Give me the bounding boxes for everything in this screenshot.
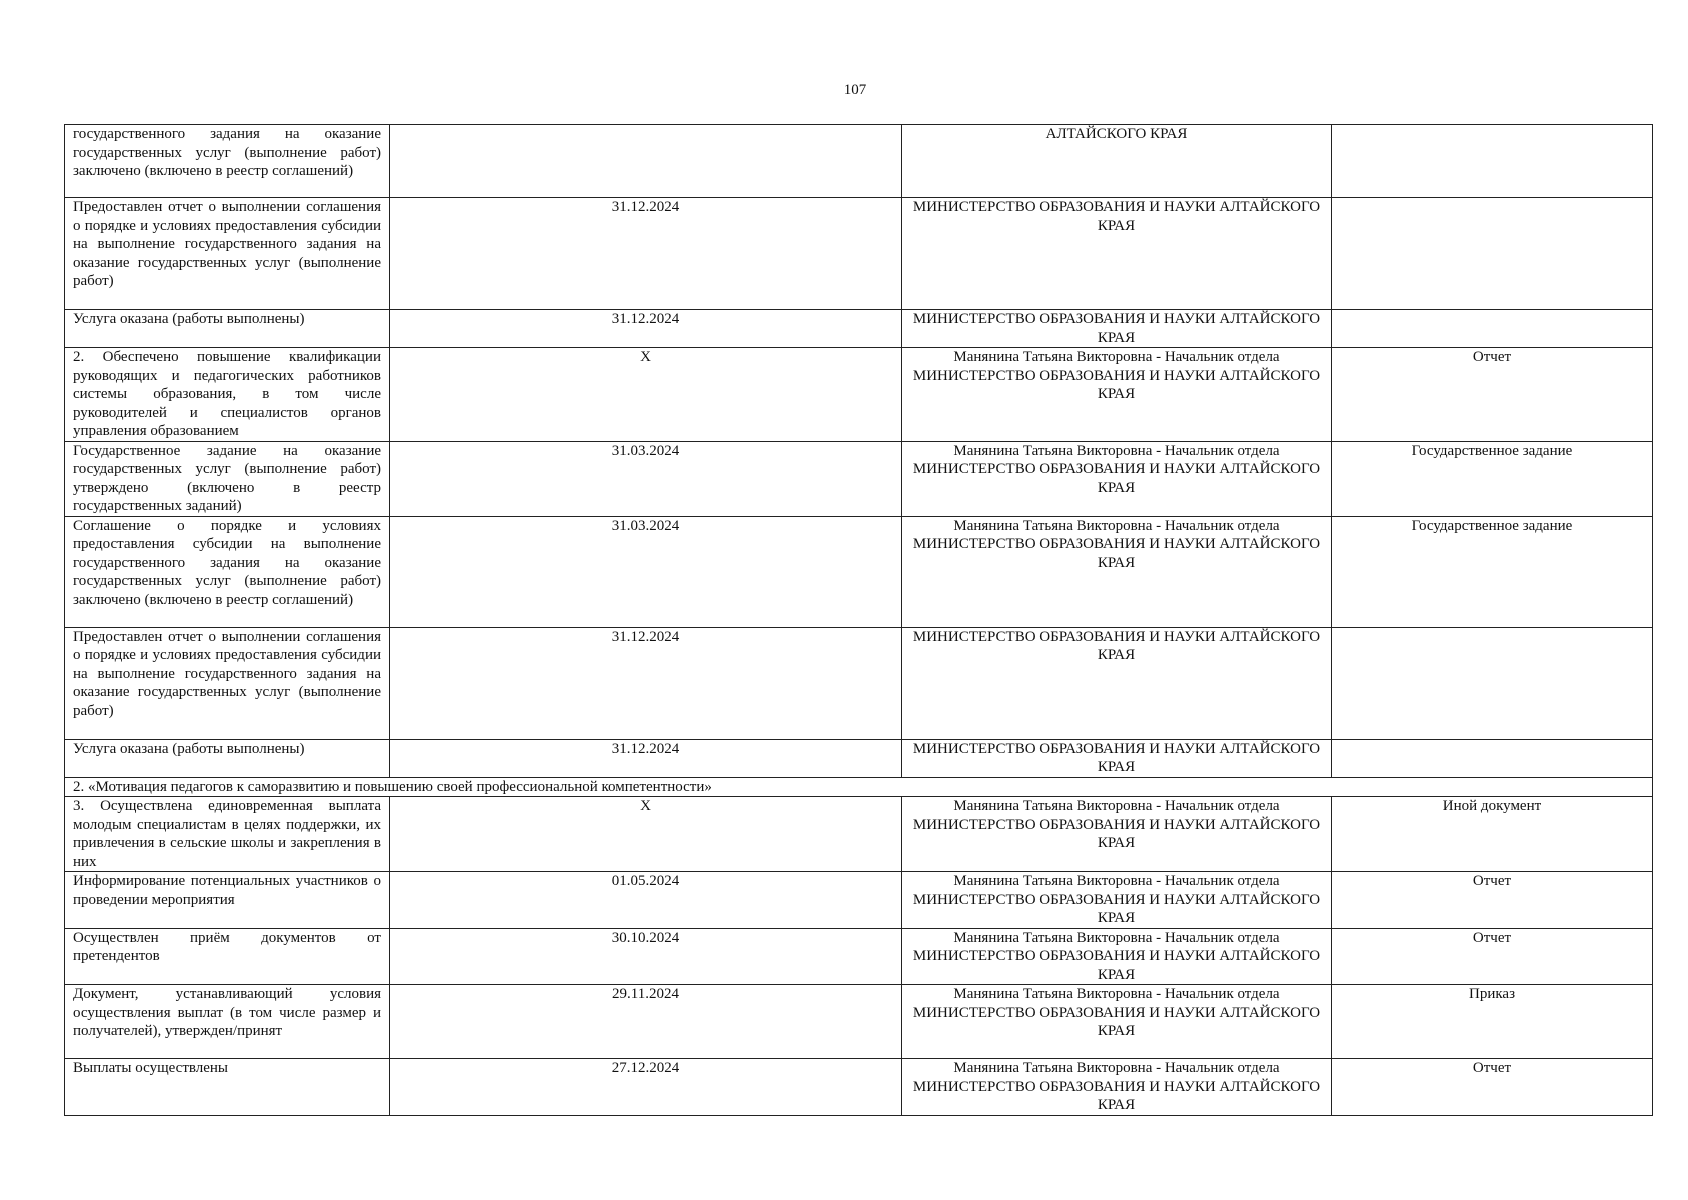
table-row bbox=[65, 441, 1653, 516]
responsible-organization: МИНИСТЕРСТВО ОБРАЗОВАНИЯ И НАУКИ АЛТАЙСКОГО КРАЯ bbox=[912, 1078, 1321, 1113]
table-row bbox=[65, 985, 1653, 1059]
table-row bbox=[65, 125, 1653, 198]
responsible-cell bbox=[902, 627, 1332, 739]
event-name-cell: Документ, устанавливающий условия осуществления выплат (в том числе размер и получателей), утвержден/принят bbox=[65, 985, 390, 1059]
deadline-cell: 31.03.2024 bbox=[390, 441, 902, 516]
responsible-cell bbox=[902, 516, 1332, 627]
event-name-cell: Осуществлен приём документов от претендентов bbox=[65, 928, 390, 985]
deadline-cell: X bbox=[390, 797, 902, 872]
table-row bbox=[65, 198, 1653, 310]
document-type-cell: Отчет bbox=[1332, 872, 1653, 929]
responsible-person: Манянина Татьяна Викторовна - Начальник отдела bbox=[953, 798, 1280, 814]
document-type-cell bbox=[1332, 310, 1653, 348]
table-row bbox=[65, 928, 1653, 985]
table-row bbox=[65, 1059, 1653, 1116]
responsible-organization: МИНИСТЕРСТВО ОБРАЗОВАНИЯ И НАУКИ АЛТАЙСКОГО КРАЯ bbox=[912, 367, 1321, 402]
responsible-cell bbox=[902, 872, 1332, 929]
event-name-cell: Услуга оказана (работы выполнены) bbox=[65, 739, 390, 777]
event-name-cell: Предоставлен отчет о выполнении соглашения о порядке и условиях предоставления субсидии на выполнение государственного задания на оказание государственных услуг (выполнение работ) bbox=[65, 627, 390, 739]
responsible-organization: МИНИСТЕРСТВО ОБРАЗОВАНИЯ И НАУКИ АЛТАЙСКОГО КРАЯ bbox=[912, 536, 1321, 571]
responsible-cell bbox=[902, 797, 1332, 872]
document-type-cell: Государственное задание bbox=[1332, 516, 1653, 627]
responsible-organization: МИНИСТЕРСТВО ОБРАЗОВАНИЯ И НАУКИ АЛТАЙСКОГО КРАЯ bbox=[912, 628, 1321, 663]
table-row bbox=[65, 872, 1653, 929]
event-name-cell: Информирование потенциальных участников о проведении мероприятия bbox=[65, 872, 390, 929]
document-type-cell: Отчет bbox=[1332, 348, 1653, 442]
plan-table-body bbox=[65, 125, 1653, 1116]
event-name-cell: Выплаты осуществлены bbox=[65, 1059, 390, 1116]
responsible-person: Манянина Татьяна Викторовна - Начальник отдела bbox=[953, 442, 1280, 459]
responsible-person: Манянина Татьяна Викторовна - Начальник отдела bbox=[953, 349, 1280, 365]
document-type-cell bbox=[1332, 198, 1653, 310]
responsible-cell bbox=[902, 310, 1332, 348]
responsible-organization: МИНИСТЕРСТВО ОБРАЗОВАНИЯ И НАУКИ АЛТАЙСКОГО КРАЯ bbox=[912, 891, 1321, 926]
deadline-cell: 29.11.2024 bbox=[390, 985, 902, 1059]
responsible-cell bbox=[902, 928, 1332, 985]
deadline-cell: 01.05.2024 bbox=[390, 872, 902, 929]
responsible-person: Манянина Татьяна Викторовна - Начальник отдела bbox=[953, 986, 1280, 1002]
table-row bbox=[65, 310, 1653, 348]
page-number: 107 bbox=[843, 82, 867, 98]
responsible-organization: МИНИСТЕРСТВО ОБРАЗОВАНИЯ И НАУКИ АЛТАЙСКОГО КРАЯ bbox=[912, 461, 1321, 496]
event-name-cell: Соглашение о порядке и условиях предоставления субсидии на выполнение государственного задания на оказание государственных услуг (выполнение работ) заключено (включено в реестр соглашений) bbox=[65, 516, 390, 627]
table-row bbox=[65, 627, 1653, 739]
event-name-cell: 2. Обеспечено повышение квалификации руководящих и педагогических работников системы образования, в том числе руководителей и специалистов органов управления образованием bbox=[65, 348, 390, 442]
responsible-organization: МИНИСТЕРСТВО ОБРАЗОВАНИЯ И НАУКИ АЛТАЙСКОГО КРАЯ bbox=[912, 740, 1321, 775]
document-type-cell: Иной документ bbox=[1332, 797, 1653, 872]
responsible-cell bbox=[902, 125, 1332, 198]
document-type-cell bbox=[1332, 739, 1653, 777]
plan-table bbox=[64, 124, 1653, 1116]
responsible-organization: МИНИСТЕРСТВО ОБРАЗОВАНИЯ И НАУКИ АЛТАЙСКОГО КРАЯ bbox=[912, 816, 1321, 851]
responsible-organization: МИНИСТЕРСТВО ОБРАЗОВАНИЯ И НАУКИ АЛТАЙСКОГО КРАЯ bbox=[912, 1004, 1321, 1039]
responsible-cell bbox=[902, 739, 1332, 777]
responsible-cell bbox=[902, 198, 1332, 310]
responsible-organization: МИНИСТЕРСТВО ОБРАЗОВАНИЯ И НАУКИ АЛТАЙСКОГО КРАЯ bbox=[912, 199, 1321, 234]
responsible-organization: МИНИСТЕРСТВО ОБРАЗОВАНИЯ И НАУКИ АЛТАЙСКОГО КРАЯ bbox=[912, 311, 1321, 346]
responsible-organization: МИНИСТЕРСТВО ОБРАЗОВАНИЯ И НАУКИ АЛТАЙСКОГО КРАЯ bbox=[912, 948, 1321, 983]
section-row bbox=[65, 777, 1653, 797]
deadline-cell: 31.12.2024 bbox=[390, 310, 902, 348]
responsible-cell bbox=[902, 441, 1332, 516]
section-title: 2. «Мотивация педагогов к саморазвитию и повышению своей профессиональной компетентности» bbox=[65, 777, 1653, 797]
deadline-cell: 31.12.2024 bbox=[390, 739, 902, 777]
responsible-person: Манянина Татьяна Викторовна - Начальник отдела bbox=[953, 929, 1280, 946]
deadline-cell: 31.03.2024 bbox=[390, 516, 902, 627]
deadline-cell: 30.10.2024 bbox=[390, 928, 902, 985]
document-type-cell: Отчет bbox=[1332, 928, 1653, 985]
deadline-cell: X bbox=[390, 348, 902, 442]
deadline-cell: 31.12.2024 bbox=[390, 627, 902, 739]
responsible-cell bbox=[902, 1059, 1332, 1116]
responsible-cell bbox=[902, 348, 1332, 442]
document-type-cell bbox=[1332, 627, 1653, 739]
document-type-cell: Приказ bbox=[1332, 985, 1653, 1059]
responsible-person: Манянина Татьяна Викторовна - Начальник отдела bbox=[953, 1060, 1280, 1076]
document-type-cell: Государственное задание bbox=[1332, 441, 1653, 516]
table-row bbox=[65, 348, 1653, 442]
deadline-cell: 27.12.2024 bbox=[390, 1059, 902, 1116]
deadline-cell: 31.12.2024 bbox=[390, 198, 902, 310]
table-row bbox=[65, 739, 1653, 777]
table-row bbox=[65, 797, 1653, 872]
table-row bbox=[65, 516, 1653, 627]
document-type-cell: Отчет bbox=[1332, 1059, 1653, 1116]
event-name-cell: Государственное задание на оказание государственных услуг (выполнение работ) утверждено (включено в реестр государственных заданий) bbox=[65, 441, 390, 516]
event-name-cell: государственного задания на оказание государственных услуг (выполнение работ) заключено (включено в реестр соглашений) bbox=[65, 125, 390, 198]
event-name-cell: 3. Осуществлена единовременная выплата молодым специалистам в целях поддержки, их привлечения в сельские школы и закрепления в них bbox=[65, 797, 390, 872]
responsible-cell bbox=[902, 985, 1332, 1059]
responsible-organization: АЛТАЙСКОГО КРАЯ bbox=[1045, 126, 1188, 142]
event-name-cell: Услуга оказана (работы выполнены) bbox=[65, 310, 390, 348]
deadline-cell bbox=[390, 125, 902, 198]
responsible-person: Манянина Татьяна Викторовна - Начальник отдела bbox=[953, 873, 1280, 889]
responsible-person: Манянина Татьяна Викторовна - Начальник отдела bbox=[953, 517, 1280, 534]
event-name-cell: Предоставлен отчет о выполнении соглашения о порядке и условиях предоставления субсидии на выполнение государственного задания на оказание государственных услуг (выполнение работ) bbox=[65, 198, 390, 310]
document-type-cell bbox=[1332, 125, 1653, 198]
